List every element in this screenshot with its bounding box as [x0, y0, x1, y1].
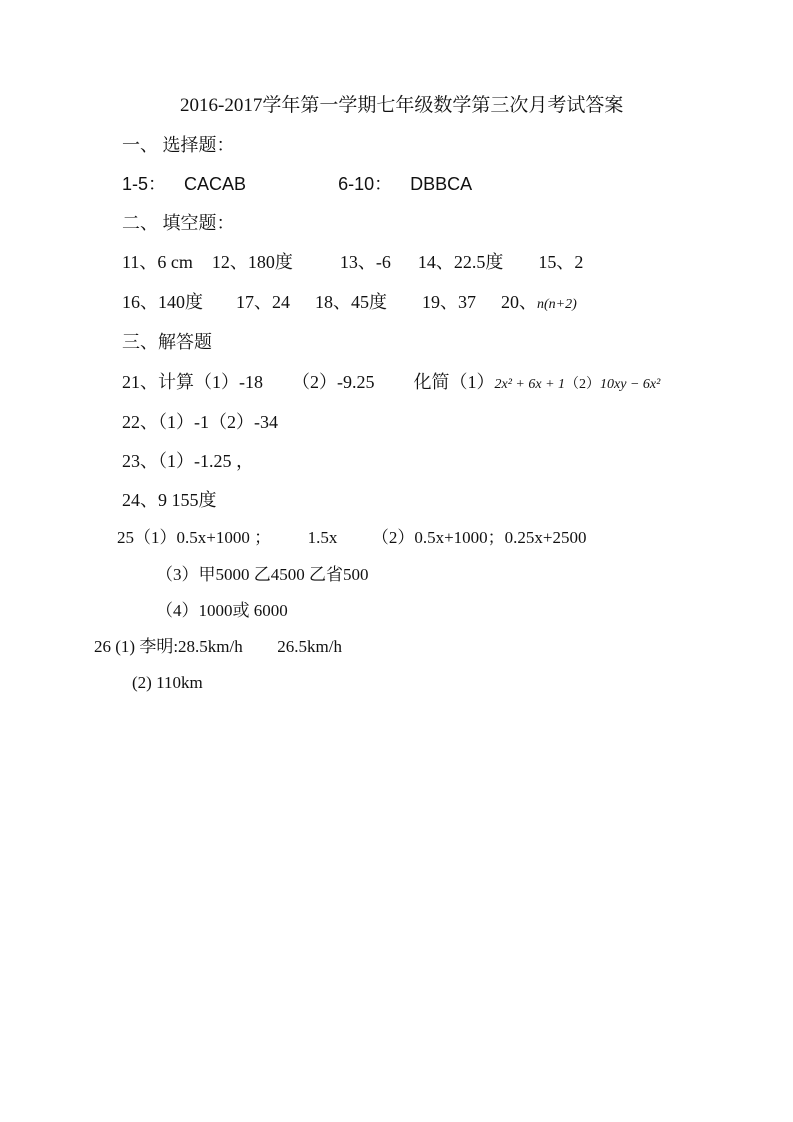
page-title: 2016-2017学年第一学期七年级数学第三次月考试答案	[180, 95, 624, 116]
q25-row-2: （3）甲5000 乙4500 乙省500	[156, 565, 369, 584]
q20-expression: n(n+2)	[537, 297, 577, 312]
fill-row-2	[122, 291, 577, 316]
choice-answers-row	[122, 173, 472, 195]
fill-answer: 17、24	[236, 292, 290, 312]
q21-separator: （2）	[565, 377, 601, 392]
fill-row-1	[122, 251, 583, 273]
fill-answer: 18、45度	[315, 292, 387, 312]
fill-answer: 14、22.5度	[417, 252, 504, 272]
section3-heading: 三、解答题	[122, 332, 212, 352]
q21-expression-1: 2x² + 6x + 1	[494, 377, 566, 392]
q25-row-3: （4）1000或 6000	[156, 601, 288, 620]
q25-row-1	[117, 527, 587, 549]
fill-answer: 19、37	[422, 292, 476, 312]
q25-part1: 25（1）0.5x+1000 ；	[117, 528, 272, 547]
q21-expression-2: 10xy − 6x²	[600, 377, 661, 392]
fill-answer: 12、180度	[211, 252, 293, 272]
q22-row: 22、（1）-1（2）-34	[122, 412, 278, 432]
section1-heading: 一、 选择题：	[122, 135, 235, 155]
q25-part1b: 1.5x	[307, 528, 338, 547]
q21-calc-2: （2）-9.25	[292, 372, 375, 392]
q21-row	[122, 371, 660, 396]
q26-row-2: (2) 110km	[132, 673, 203, 692]
fill-answer: 16、140度	[122, 292, 203, 312]
q21-simplify-label: 化简（1）	[413, 372, 495, 392]
range2-answers: DBBCA	[410, 174, 473, 194]
q26-row-1	[94, 636, 342, 658]
fill-answer: 11、6 cm	[122, 252, 193, 272]
range1-answers: CACAB	[184, 174, 247, 194]
q25-part2: （2）0.5x+1000；0.25x+2500	[371, 528, 587, 547]
q26-part1: 26 (1) 李明:28.5km/h	[94, 637, 243, 656]
section2-heading: 二、 填空题：	[122, 213, 235, 233]
range1-label: 1-5：	[122, 174, 167, 194]
fill-answer: 20、	[501, 292, 537, 312]
q24-row: 24、9 155度	[122, 490, 217, 510]
q23-row: 23、（1）-1.25 ，	[122, 451, 254, 471]
fill-answer: 15、2	[538, 252, 584, 272]
range2-label: 6-10：	[338, 174, 393, 194]
q26-part1b: 26.5km/h	[277, 637, 342, 656]
fill-answer: 13、-6	[339, 252, 391, 272]
q21-calc-1: 21、计算（1）-18	[122, 372, 263, 392]
